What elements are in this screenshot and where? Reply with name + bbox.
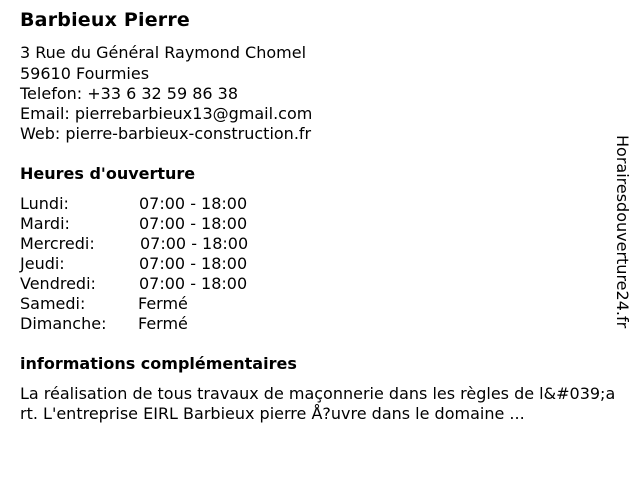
phone-line[interactable]: Telefon: +33 6 32 59 86 38	[20, 84, 239, 103]
additional-info-text: La réalisation de tous travaux de maçonnerie dans les règles de l&#039;art. L'entreprise EIRL Barbieux pierre Å?uvre dans le domaine ...	[20, 384, 616, 423]
day-hours: 07:00 - 18:00	[139, 214, 248, 233]
additional-info-heading: informations complémentaires	[20, 354, 297, 373]
day-hours: Fermé	[138, 314, 188, 333]
day-label: Dimanche:	[20, 314, 107, 333]
address-city: 59610 Fourmies	[20, 64, 150, 83]
day-label: Jeudi:	[20, 254, 65, 273]
site-watermark	[608, 135, 640, 345]
day-hours: 07:00 - 18:00	[139, 274, 248, 293]
day-label: Lundi:	[20, 194, 69, 213]
day-hours: 07:00 - 18:00	[139, 254, 248, 273]
web-line[interactable]: Web: pierre-barbieux-construction.fr	[20, 124, 312, 143]
day-label: Samedi:	[20, 294, 86, 313]
day-hours: 07:00 - 18:00	[139, 194, 248, 213]
opening-hours-heading: Heures d'ouverture	[20, 164, 196, 183]
day-hours: 07:00 - 18:00	[140, 234, 249, 253]
email-line[interactable]: Email: pierrebarbieux13@gmail.com	[20, 104, 313, 123]
day-hours: Fermé	[138, 294, 188, 313]
day-label: Vendredi:	[20, 274, 96, 293]
day-label: Mardi:	[20, 214, 70, 233]
business-name: Barbieux Pierre	[20, 9, 191, 31]
address-street: 3 Rue du Général Raymond Chomel	[20, 43, 307, 62]
day-label: Mercredi:	[20, 234, 95, 253]
site-watermark-label: Horairesdouverture24.fr	[613, 135, 632, 329]
